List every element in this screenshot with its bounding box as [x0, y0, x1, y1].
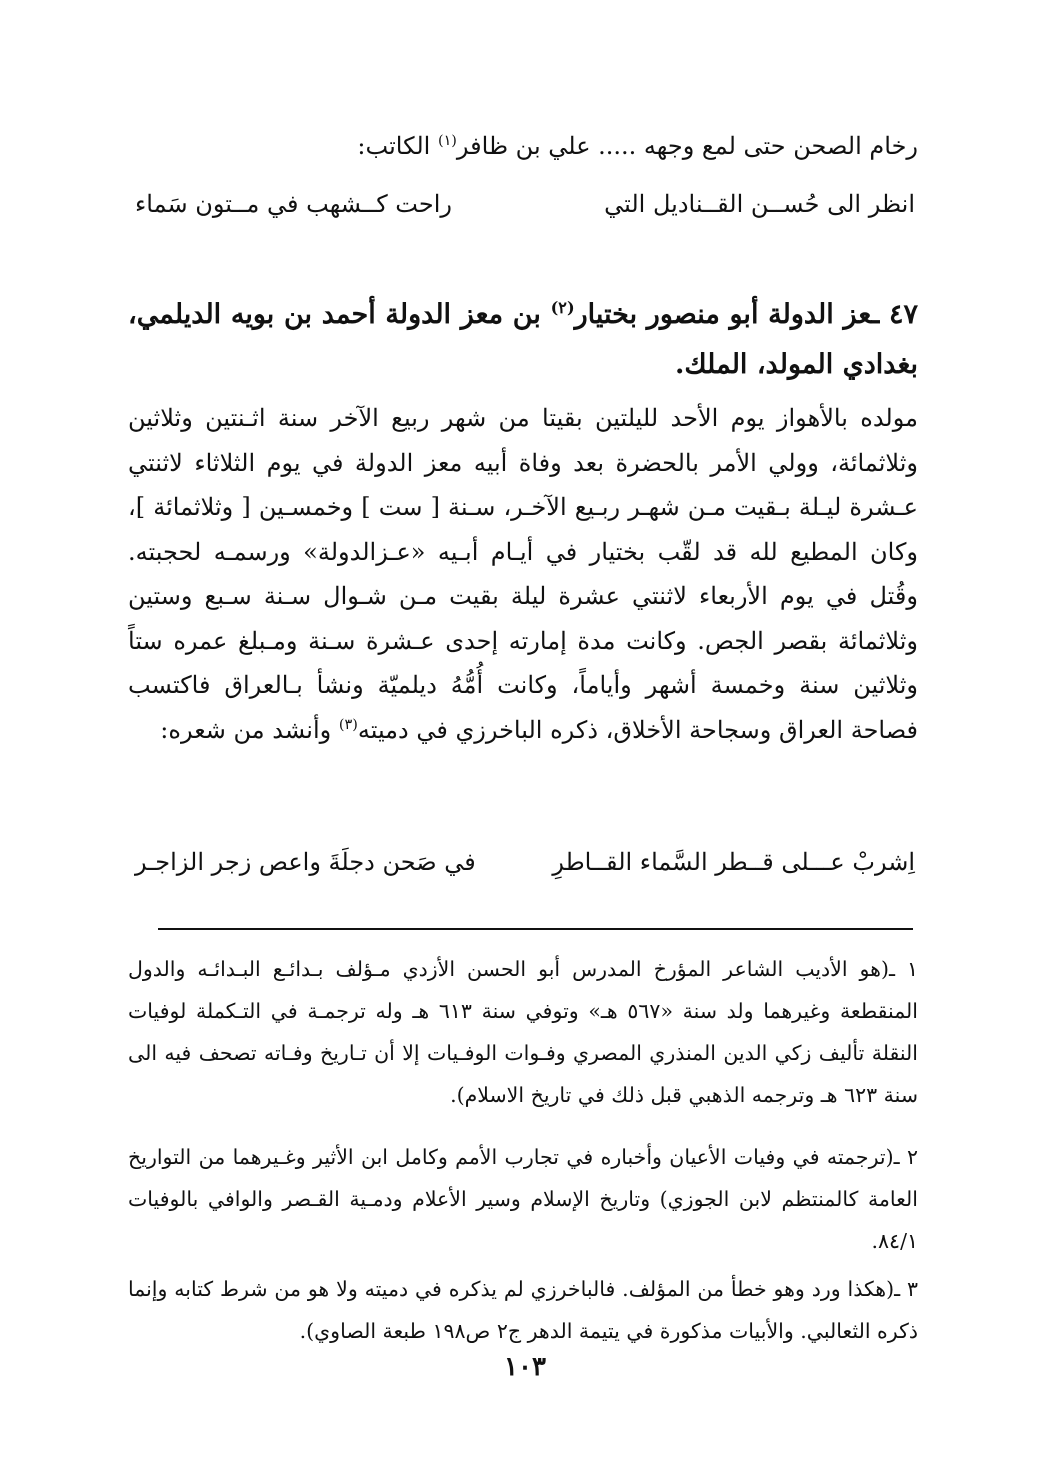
top-prose-line — [128, 124, 918, 168]
entry-heading-rest: بن معز الدولة أحمد بن بويه الديلمي، بغدادي المولد، الملك. — [128, 299, 918, 380]
entry-number: ٤٧ ـ — [871, 299, 918, 330]
entry-heading — [128, 290, 918, 390]
verse-1-first-hemistich: انظر الى حُســن القــناديل التي — [604, 190, 915, 218]
biography-paragraph — [128, 396, 918, 752]
biography-text: مولده بالأهواز يوم الأحد لليلتين بقيتا من شهر ربيع الآخر سنة اثـنتين وثلاثين وثلاثمائة، وولي الأمر بالحضرة بعد وفاة أبيه معز الدولة في يوم الثلاثاء لاثنتي عـشرة ليـلة بـقيت مـن شهـر ربـيع الآخـر، سـنة [ ست ] وخمسـين [ وثلاثمائة ]، وكان المطيع لله قد لقّب بختيار في أيـام أبـيه «عـزالدولة» ورسمـه لحجبته. وقُتل في يوم الأربعاء لاثنتي عشرة ليلة بقيت مـن شـوال سـنة سـبع وستين وثلاثمائة بقصر الجص. وكانت مدة إمارته إحدى عـشرة سـنة ومـبلغ عمره ستاً وثلاثين سنة وخمسة أشهر وأياماً، وكانت أُمُّهُ ديلميّة ونشأ بـالعراق فاكتسب فصاحة العراق وسجاحة الأخلاق، ذكره الباخرزي في دميته — [128, 404, 919, 744]
verse-2-second-hemistich: في صَحن دجلَةَ واعص زجر الزاجـر — [135, 848, 476, 876]
footnote-2: ٢ ـ(ترجمته في وفيات الأعيان وأخباره في تجارب الأمم وكامل ابن الأثير وغـيرهما من التواريخ العامة كالمنتظم لابن الجوزي) وتاريخ الإسلام وسير الأعلام ودمـية القـصر والوافي بالوفيات ٨٤/١. — [128, 1145, 918, 1253]
footnote-3: ٣ ـ(هكذا ورد وهو خطأ من المؤلف. فالباخرزي لم يذكره في دميته ولا هو من شرط كتابه وإنما ذكره الثعالبي. والأبيات مذكورة في يتيمة الدهر ج٢ ص١٩٨ طبعة الصاوي). — [128, 1277, 918, 1343]
top-line-tail: الكاتب: — [357, 132, 438, 160]
verse-line-2 — [135, 842, 915, 882]
footnote-ref-1: (١) — [437, 133, 457, 149]
entry-heading-name: عز الدولة أبو منصور بختيار — [574, 299, 872, 330]
footnote-ref-2: (٢) — [550, 298, 575, 317]
verse-2-first-hemistich: اِشربْ عـــلى قــطر السَّماء القــاطرِ — [552, 848, 915, 876]
biography-text-end: وأنشد من شعره: — [160, 715, 339, 744]
footnote-1: ١ ـ(هو الأديب الشاعر المؤرخ المدرس أبو الحسن الأزدي مـؤلف بـدائـع البـدائـه والدول المنقطعة وغيرهما ولد سنة «٥٦٧ هـ» وتوفي سنة ٦١٣ هـ وله ترجمـة في التـكملة لوفيات النقلة تأليف زكي الدين المنذري المصري وفـوات الوفـيات إلا أن تـاريخ وفـاته تصحف فيه الى سنة ٦٢٣ هـ وترجمه الذهبي قبل ذلك في تاريخ الاسلام). — [128, 957, 919, 1107]
verse-1-second-hemistich: راحت كــشهب في مــتون سَماء — [135, 190, 452, 218]
footnote-ref-3: (٣) — [338, 716, 358, 733]
page-number: ١٠٣ — [504, 1352, 546, 1382]
footnote-separator — [158, 928, 913, 930]
top-line-text: رخام الصحن حتى لمع وجهه ..... علي بن ظافر — [456, 132, 918, 160]
verse-line-1 — [135, 184, 915, 224]
